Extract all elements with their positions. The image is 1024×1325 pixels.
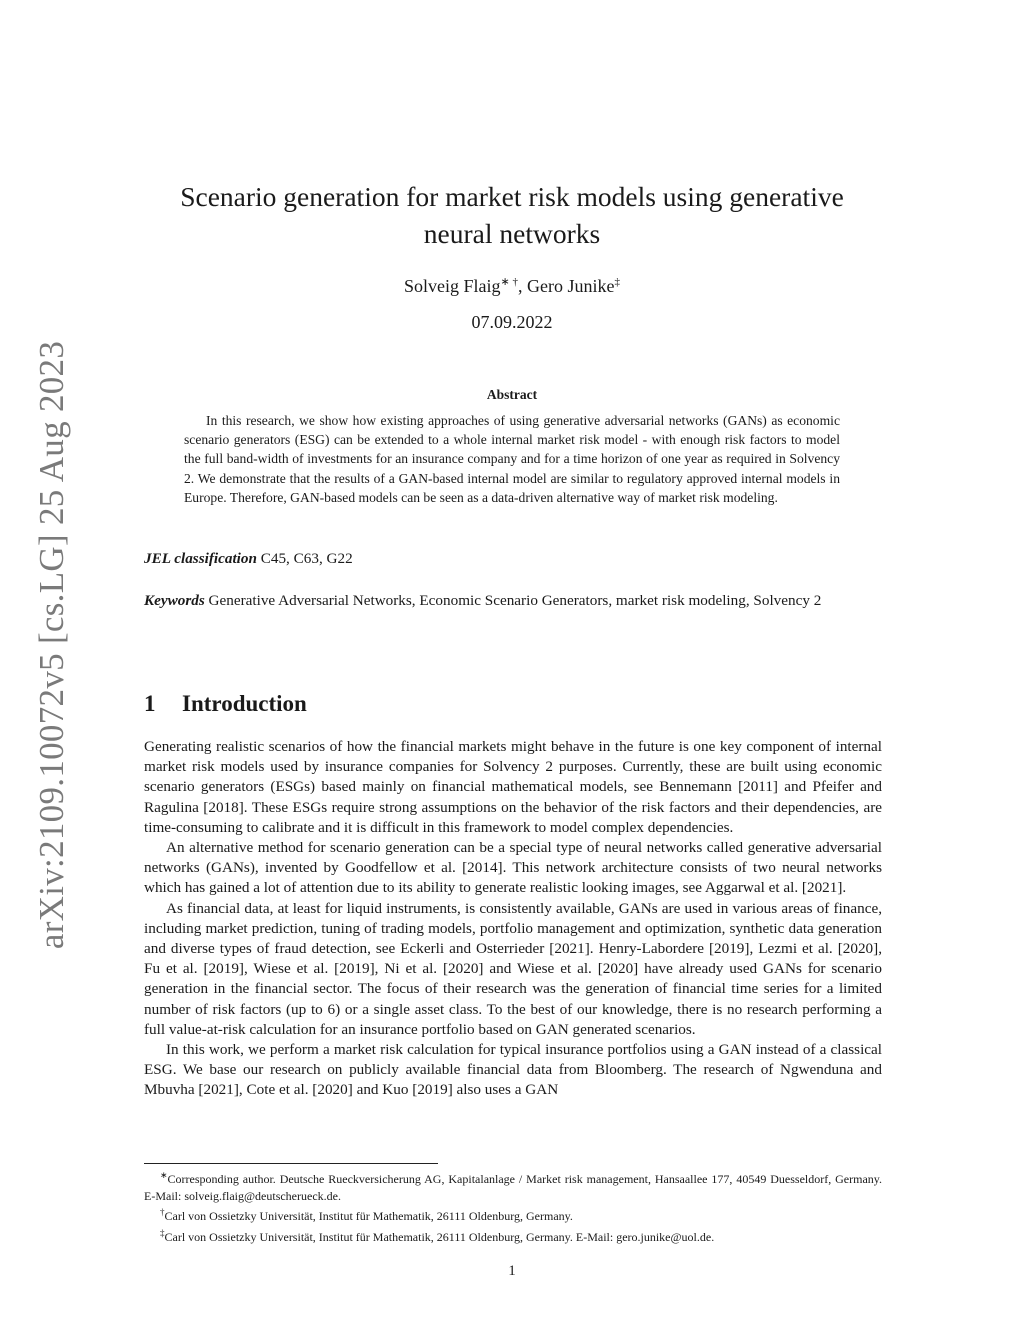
author-name: Solveig Flaig [404,276,501,296]
author-footnote-marks: ∗ † [500,276,518,288]
keywords-list: Generative Adversarial Networks, Economic Scenario Generators, market risk modeling, Solvency 2 [208,592,822,609]
footnote-mark: ∗ [160,1170,168,1180]
author-name: Gero Junike [527,276,615,296]
abstract-heading: Abstract [486,387,538,402]
body-paragraph: An alternative method for scenario generation can be a special type of neural networks called generative adversarial networks (GANs), invented by Goodfellow et al. [2014]. This network architecture consists of two neural networks which has gained a lot of attention due to its ability to generate realistic looking images, see Aggarwal et al. [2021]. [144,839,882,897]
section-title: Introduction [182,691,307,716]
footnote [144,1167,882,1204]
footnote-text: Corresponding author. Deutsche Rueckversicherung AG, Kapitalanlage / Market risk management, Hansaallee 177, 40549 Duesseldorf, Germany. E-Mail: solveig.flaig@deutscherueck.de. [144,1172,882,1203]
introduction-body [144,737,882,1101]
footnote [144,1225,882,1246]
footnotes [144,1167,882,1245]
paper-title: Scenario generation for market risk models using generative neural networks [180,181,844,249]
section-heading [144,691,307,717]
paper-date: 07.09.2022 [471,312,553,332]
body-paragraph: In this work, we perform a market risk calculation for typical insurance portfolios using a GAN instead of a classical ESG. We base our research on publicly available financial data from Bloomberg. The research of Ngwenduna and Mbuvha [2021], Cote et al. [2020] and Kuo [2019] also uses a GAN [144,1041,882,1099]
section-number: 1 [144,691,156,716]
body-paragraph: As financial data, at least for liquid instruments, is consistently available, GANs are used in various areas of finance, including market prediction, tuning of trading models, portfolio management and optimization, synthetic data generation and diverse types of fraud detection, see Eckerli and Osterrieder [2021]. Henry-Labordere [2019], Lezmi et al. [2020], Fu et al. [2019], Wiese et al. [2019], Ni et al. [2020] and Wiese et al. [2020] have already used GANs for scenario generation in the financial sector. The focus of their research was the generation of financial time series for a limited number of risk factors (up to 6) or a single asset class. To the best of our knowledge, there is no research performing a full value-at-risk calculation for an insurance portfolio based on GAN generated scenarios. [144,899,882,1038]
footnote-text: Carl von Ossietzky Universität, Institut für Mathematik, 26111 Oldenburg, Germany. [164,1209,573,1224]
page-number: 1 [508,1263,516,1279]
jel-label: JEL classification [144,550,257,567]
body-paragraph: Generating realistic scenarios of how the financial markets might behave in the future is one key component of internal market risk models used by insurance companies for Solvency 2 purposes. Currently, these are built using economic scenario generators (ESGs) based mainly on financial mathematical models, see Bennemann [2011] and Pfeifer and Ragulina [2018]. These ESGs require strong assumptions on the behavior of the risk factors and their dependencies, are time-consuming to calibrate and it is difficult in this framework to model complex dependencies. [144,738,882,836]
author-footnote-marks: ‡ [614,276,620,288]
keywords-label: Keywords [144,592,205,609]
jel-classification [144,548,881,569]
footnote [144,1204,882,1225]
arxiv-identifier[interactable]: arXiv:2109.10072v5 [cs.LG] 25 Aug 2023 [32,340,71,950]
jel-codes: C45, C63, G22 [260,550,353,567]
author-line [144,270,880,298]
keywords [144,590,881,611]
author-separator: , [518,276,527,296]
footnote-divider [144,1163,438,1164]
abstract-text: In this research, we show how existing approaches of using generative adversarial networks (GANs) as economic scenario generators (ESG) can be extended to a whole internal market risk model - with enough risk factors to model the full band-width of investments for an insurance company and for a time horizon of one year as required in Solvency 2. We demonstrate that the results of a GAN-based internal model are similar to regulatory approved internal models in Europe. Therefore, GAN-based models can be seen as a data-driven alternative way of market risk modeling. [184,413,840,505]
footnote-text: Carl von Ossietzky Universität, Institut für Mathematik, 26111 Oldenburg, Germany. E-Mail: gero.junike@uol.de. [164,1229,715,1244]
footnote-mark: † [160,1207,165,1218]
footnote-mark: ‡ [160,1227,165,1238]
